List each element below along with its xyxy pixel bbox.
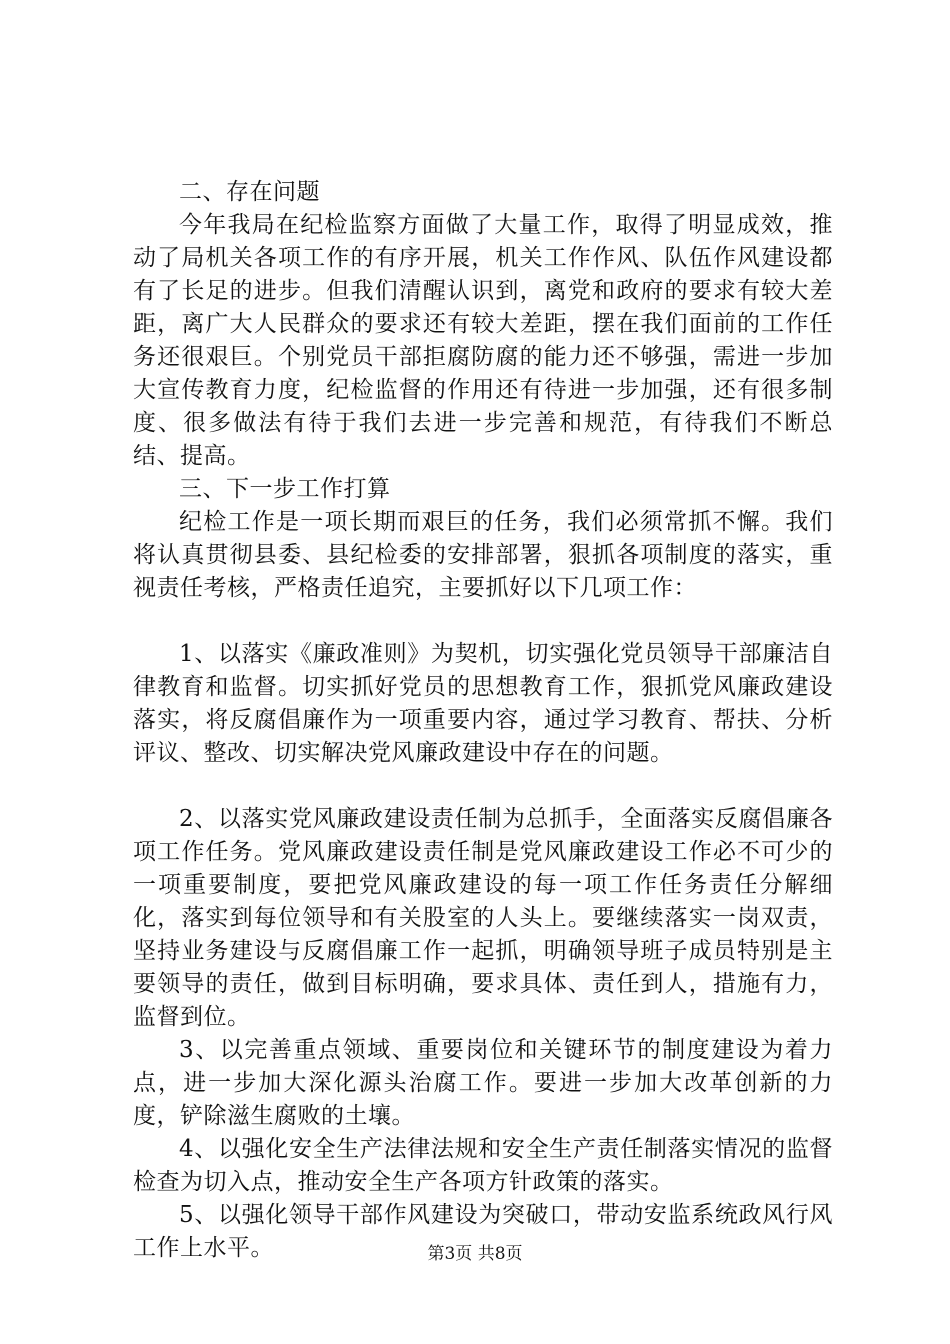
paragraph-spacer	[133, 770, 833, 803]
list-item-4: 4、以强化安全生产法律法规和安全生产责任制落实情况的监督检查为切入点，推动安全生产各项方针政策的落实。	[133, 1136, 833, 1195]
page-number-footer: 第3页 共8页	[427, 1244, 523, 1264]
section-heading-next-steps: 三、下一步工作打算	[179, 476, 391, 502]
document-body	[133, 176, 833, 1265]
paragraph-spacer	[133, 605, 833, 638]
paragraph-problems: 今年我局在纪检监察方面做了大量工作，取得了明显成效，推动了局机关各项工作的有序开展，机关工作作风、队伍作风建设都有了长足的进步。但我们清醒认识到，离党和政府的要求有较大差距，离广大人民群众的要求还有较大差距，摆在我们面前的工作任务还很艰巨。个别党员干部拒腐防腐的能力还不够强，需进一步加大宣传教育力度，纪检监督的作用还有待进一步加强，还有很多制度、很多做法有待于我们去进一步完善和规范，有待我们不断总结、提高。	[133, 212, 833, 469]
list-item-1: 1、以落实《廉政准则》为契机，切实强化党员领导干部廉洁自律教育和监督。切实抓好党员的思想教育工作，狠抓党风廉政建设落实，将反腐倡廉作为一项重要内容，通过学习教育、帮扶、分析评议、整改、切实解决党风廉政建设中存在的问题。	[133, 641, 833, 766]
list-item-5: 5、以强化领导干部作风建设为突破口，带动安监系统政风行风工作上水平。	[133, 1202, 833, 1261]
section-heading-problems: 二、存在问题	[179, 179, 320, 205]
list-item-2: 2、以落实党风廉政建设责任制为总抓手，全面落实反腐倡廉各项工作任务。党风廉政建设责任制是党风廉政建设工作必不可少的一项重要制度，要把党风廉政建设的每一项工作任务责任分解细化，落实到每位领导和有关股室的人头上。要继续落实一岗双责，坚持业务建设与反腐倡廉工作一起抓，明确领导班子成员特别是主要领导的责任，做到目标明确，要求具体、责任到人，措施有力，监督到位。	[133, 806, 833, 1030]
paragraph-next-steps: 纪检工作是一项长期而艰巨的任务，我们必须常抓不懈。我们将认真贯彻县委、县纪检委的安排部署，狠抓各项制度的落实，重视责任考核，严格责任追究，主要抓好以下几项工作：	[133, 509, 833, 601]
list-item-3: 3、以完善重点领域、重要岗位和关键环节的制度建设为着力点，进一步加大深化源头治腐工作。要进一步加大改革创新的力度，铲除滋生腐败的土壤。	[133, 1037, 833, 1129]
